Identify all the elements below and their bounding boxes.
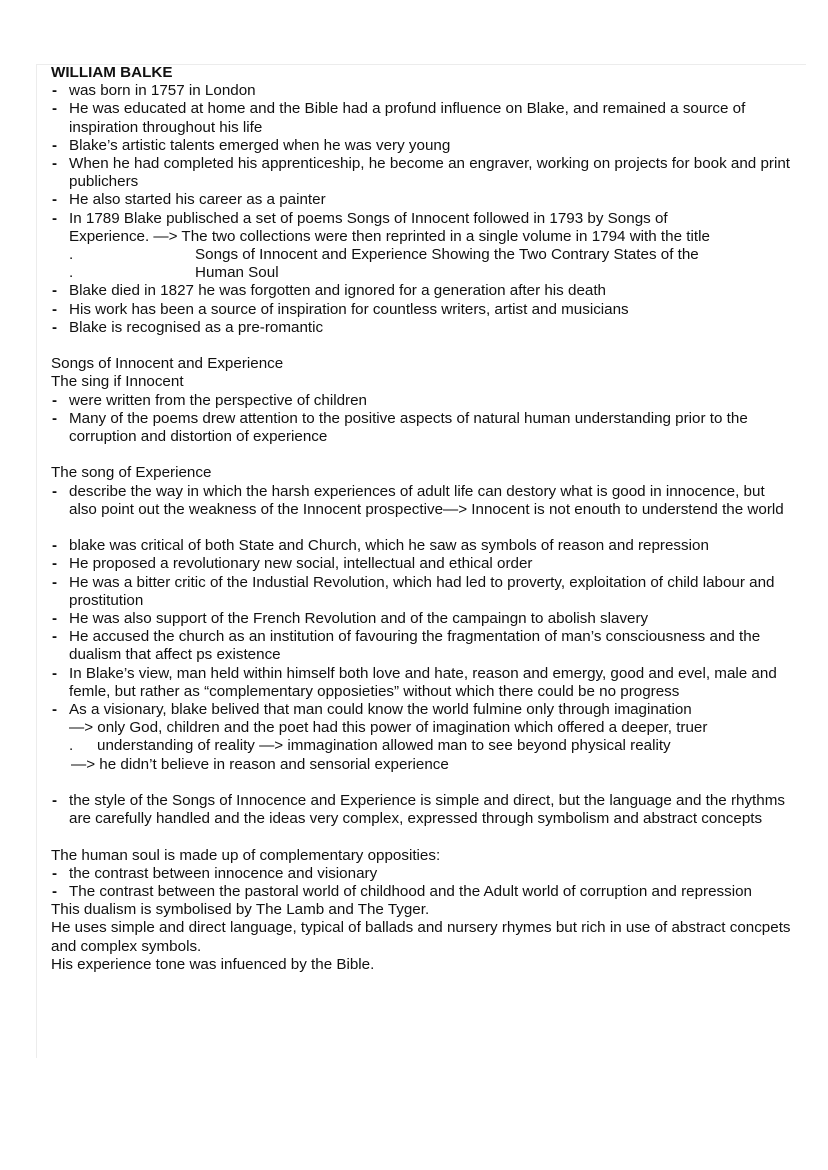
list-item: - was born in 1757 in London [51,82,796,100]
innocence-list [51,392,796,447]
list-item: - were written from the perspective of children [51,392,796,410]
list-item: - describe the way in which the harsh experiences of adult life can destory what is good in innocence, but also point out the weakness of the Innocent prospective—> Innocent is not enouth to understend the world [51,483,796,519]
section-heading: Songs of Innocent and Experience [51,355,284,373]
list-item-visionary [51,701,796,774]
spacer [51,828,796,846]
list-item-line-indented: . Songs of Innocent and Experience Showing the Two Contrary States of the [69,246,699,264]
list-item-line: - In 1789 Blake publisched a set of poems Songs of Innocent followed in 1793 by Songs of [69,209,668,227]
spacer [51,519,796,537]
list-item: - He was educated at home and the Bible had a profund influence on Blake, and remained a source of inspiration throughout his life [51,100,796,136]
experience-list [51,483,796,519]
list-item: - Blake is recognised as a pre-romantic [51,319,796,337]
page-left-rule [36,64,37,1058]
document-title: WILLIAM BALKE [51,64,173,81]
list-item: - He was a bitter critic of the Industial Revolution, which had led to proverty, exploitation of child labour and prostitution [51,574,796,610]
list-item: - In Blake’s view, man held within himself both love and hate, reason and emergy, good and evel, male and femle, but rather as “complementary opposieties” without which there could be no progress [51,665,796,701]
closing-paragraph: He uses simple and direct language, typical of ballads and nursery rhymes but rich in use of abstract concpets and complex symbols. [51,919,791,955]
biography-list [51,82,796,337]
spacer [51,774,796,792]
list-item: - Blake died in 1827 he was forgotten and ignored for a generation after his death [51,282,796,300]
views-list [51,537,796,774]
list-item: - the contrast between innocence and visionary [51,865,796,883]
list-item-line: Experience. —> The two collections were then reprinted in a single volume in 1794 with the title [69,227,710,245]
list-item: - He proposed a revolutionary new social, intellectual and ethical order [51,555,796,573]
closing-paragraph: This dualism is symbolised by The Lamb and The Tyger. [51,901,430,919]
list-item: - He accused the church as an institution of favouring the fragmentation of man’s consciousness and the dualism that affect ps existence [51,628,796,664]
closing-paragraph: His experience tone was infuenced by the Bible. [51,955,375,973]
list-item-line: —> he didn’t believe in reason and sensorial experience [71,755,449,773]
section-heading: The song of Experience [51,464,212,482]
list-item: - Blake’s artistic talents emerged when he was very young [51,137,796,155]
list-item-line: - As a visionary, blake belived that man could know the world fulmine only through imagination [69,701,692,719]
dot-marker: . [69,737,74,755]
list-item-line-indented: . Human Soul [69,264,279,282]
document-body [51,64,796,974]
list-item: - The contrast between the pastoral world of childhood and the Adult world of corruption and repression [51,883,796,901]
list-item: - Many of the poems drew attention to the positive aspects of natural human understanding prior to the corruption and distortion of experience [51,410,796,446]
list-item-songs-publication [51,210,796,283]
list-item-line-indented: . understanding of reality —> immagination allowed man to see beyond physical reality [69,737,671,755]
dot-marker: . [69,246,74,264]
section-subheading: The sing if Innocent [51,373,184,391]
spacer [51,446,796,464]
spacer [51,337,796,355]
list-item: - the style of the Songs of Innocence and Experience is simple and direct, but the language and the rhythms are carefully handled and the ideas very complex, expressed through symbolism and abstract concepts [51,792,796,828]
list-item: - His work has been a source of inspiration for countless writers, artist and musicians [51,301,796,319]
list-item-line: —> only God, children and the poet had this power of imagination which offered a deeper, truer [69,719,708,737]
list-item: - He was also support of the French Revolution and of the campaingn to abolish slavery [51,610,796,628]
style-list [51,792,796,828]
list-item: - He also started his career as a painter [51,191,796,209]
dot-marker: . [69,264,74,282]
list-item: - When he had completed his apprenticeship, he become an engraver, working on projects for book and print publichers [51,155,796,191]
list-item: - blake was critical of both State and Church, which he saw as symbols of reason and repression [51,537,796,555]
soul-intro: The human soul is made up of complementary opposities: [51,846,441,864]
contrast-list [51,865,796,901]
